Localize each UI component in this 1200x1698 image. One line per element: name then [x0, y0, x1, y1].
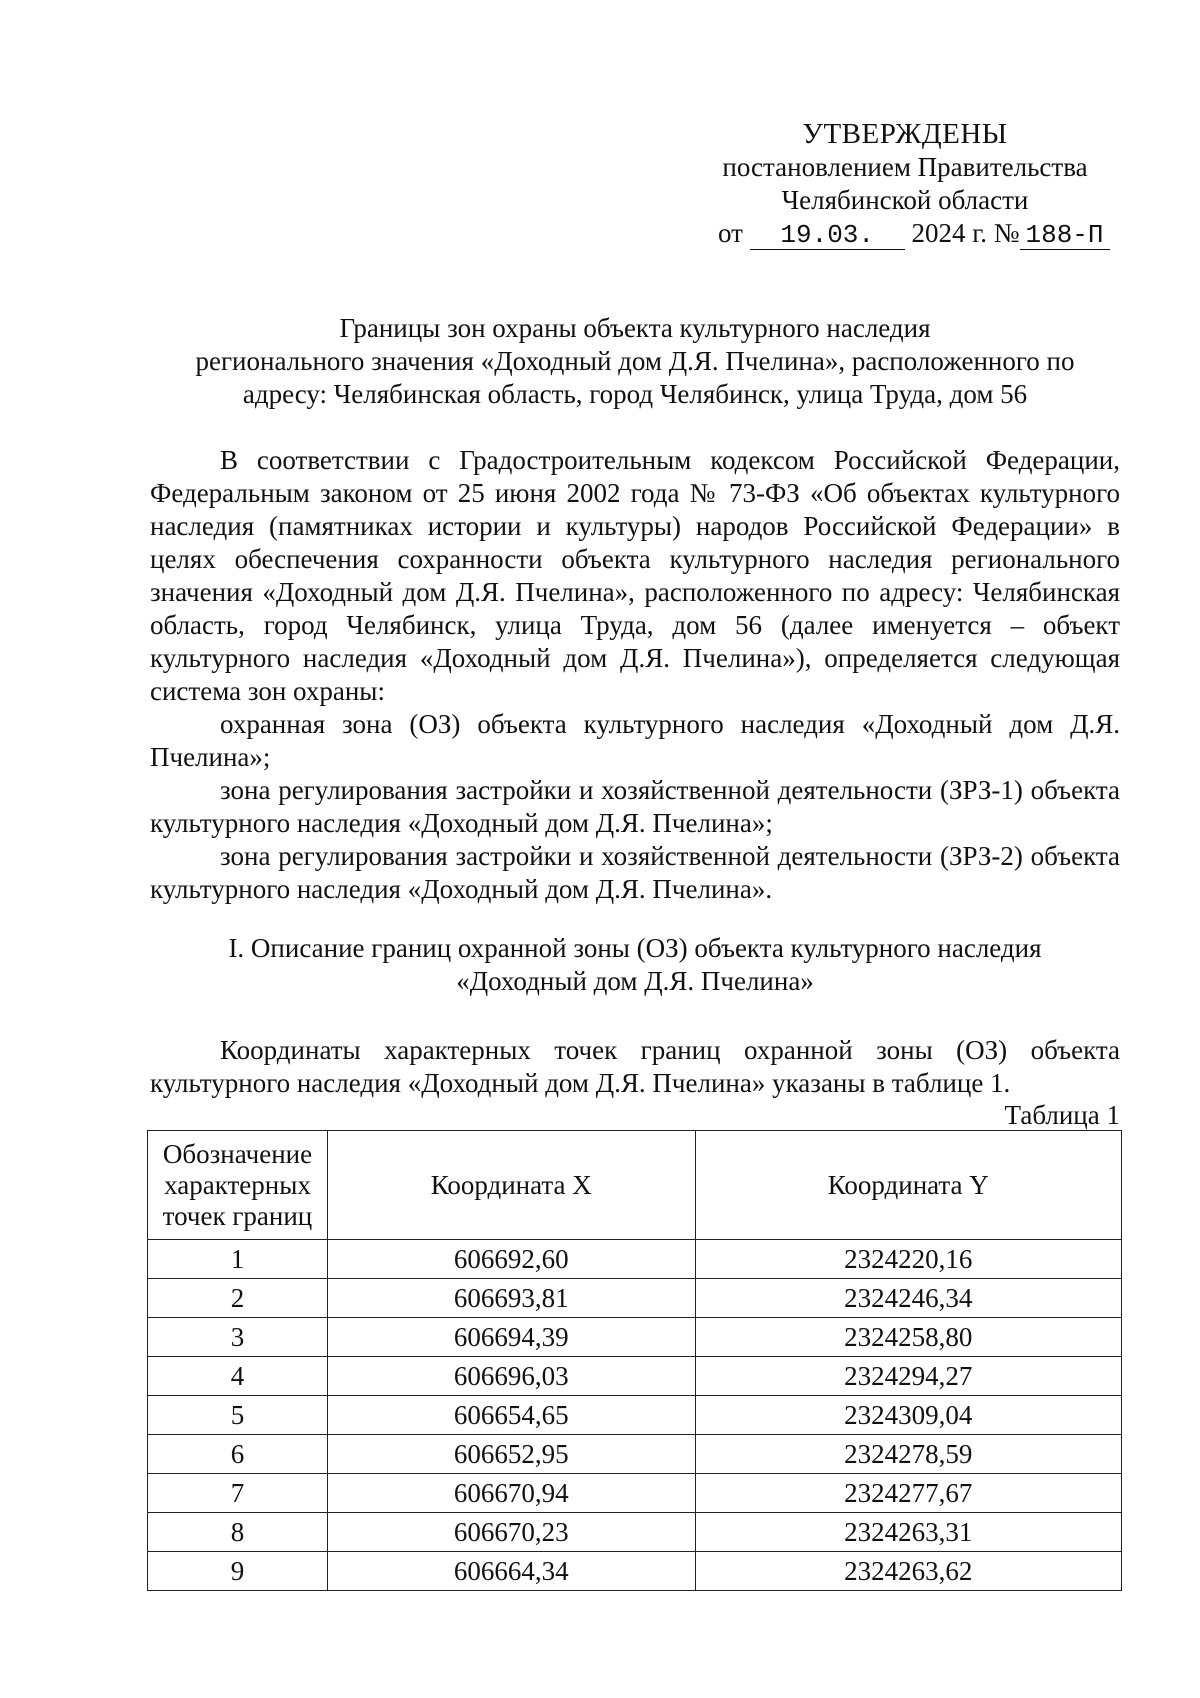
header-point: Обозначение характерных точек границ	[148, 1131, 328, 1240]
coordinates-table	[147, 1130, 1122, 1591]
zone-oz-item: охранная зона (ОЗ) объекта культурного наследия «Доходный дом Д.Я. Пчелина»;	[150, 709, 1120, 772]
table-row	[148, 1435, 1122, 1474]
cell-x: 606694,39	[327, 1318, 695, 1357]
table-header-row	[148, 1131, 1122, 1240]
zone-zrz2-item: зона регулирования застройки и хозяйственной деятельности (ЗРЗ-2) объекта культурного наследия «Доходный дом Д.Я. Пчелина».	[150, 841, 1120, 904]
coordinates-paragraph: Координаты характерных точек границ охранной зоны (ОЗ) объекта культурного наследия «Доходный дом Д.Я. Пчелина» указаны в таблице 1.	[150, 1035, 1120, 1098]
header-y: Координата Y	[695, 1131, 1121, 1240]
date-value: 19.03.	[750, 221, 905, 250]
cell-point: 3	[148, 1318, 328, 1357]
document-body	[150, 444, 1120, 906]
table-row	[148, 1240, 1122, 1279]
intro-paragraph: В соответствии с Градостроительным кодексом Российской Федерации, Федеральным законом от 25 июня 2002 года № 73-ФЗ «Об объектах культурного наследия (памятниках истории и культуры) народов Российской Федерации» в целях обеспечения сохранности объекта культурного наследия регионального значения «Доходный дом Д.Я. Пчелина», расположенного по адресу: Челябинская область, город Челябинск, улица Труда, дом 56 (далее именуется – объект культурного наследия «Доходный дом Д.Я. Пчелина»), определяется следующая система зон охраны:	[150, 445, 1120, 706]
cell-x: 606670,23	[327, 1513, 695, 1552]
table-row	[148, 1474, 1122, 1513]
approval-date-line	[700, 217, 1110, 250]
cell-point: 7	[148, 1474, 328, 1513]
cell-y: 2324263,62	[695, 1552, 1121, 1591]
cell-y: 2324277,67	[695, 1474, 1121, 1513]
cell-x: 606670,94	[327, 1474, 695, 1513]
table-row	[148, 1552, 1122, 1591]
cell-y: 2324246,34	[695, 1279, 1121, 1318]
cell-y: 2324263,31	[695, 1513, 1121, 1552]
cell-x: 606652,95	[327, 1435, 695, 1474]
table-row	[148, 1279, 1122, 1318]
cell-point: 9	[148, 1552, 328, 1591]
cell-point: 8	[148, 1513, 328, 1552]
table-row	[148, 1396, 1122, 1435]
cell-x: 606664,34	[327, 1552, 695, 1591]
title-line-2: регионального значения «Доходный дом Д.Я. Пчелина», расположенного по	[195, 346, 1075, 376]
cell-point: 1	[148, 1240, 328, 1279]
date-prefix: от	[718, 218, 743, 248]
title-line-3: адресу: Челябинская область, город Челябинск, улица Труда, дом 56	[242, 379, 1028, 409]
cell-y: 2324258,80	[695, 1318, 1121, 1357]
header-x: Координата X	[327, 1131, 695, 1240]
document-title	[150, 312, 1120, 411]
approval-stamp	[700, 118, 1110, 250]
cell-x: 606692,60	[327, 1240, 695, 1279]
table-row	[148, 1513, 1122, 1552]
title-line-1: Границы зон охраны объекта культурного наследия	[339, 313, 931, 343]
cell-point: 5	[148, 1396, 328, 1435]
cell-point: 2	[148, 1279, 328, 1318]
decree-number: 188-П	[1020, 221, 1110, 250]
approval-heading: УТВЕРЖДЕНЫ	[802, 118, 1008, 150]
cell-y: 2324294,27	[695, 1357, 1121, 1396]
cell-y: 2324220,16	[695, 1240, 1121, 1279]
cell-point: 6	[148, 1435, 328, 1474]
cell-point: 4	[148, 1357, 328, 1396]
cell-x: 606654,65	[327, 1396, 695, 1435]
approval-line-1: постановлением Правительства	[722, 152, 1088, 182]
cell-x: 606696,03	[327, 1357, 695, 1396]
approval-line-2: Челябинской области	[781, 185, 1029, 215]
section-heading-line-1: I. Описание границ охранной зоны (ОЗ) объекта культурного наследия	[228, 933, 1042, 963]
coordinates-intro	[150, 1034, 1120, 1100]
table-row	[148, 1357, 1122, 1396]
zone-zrz1-item: зона регулирования застройки и хозяйственной деятельности (ЗРЗ-1) объекта культурного наследия «Доходный дом Д.Я. Пчелина»;	[150, 775, 1120, 838]
date-suffix: 2024 г. №	[911, 218, 1020, 248]
section-heading	[150, 932, 1120, 998]
section-heading-line-2: «Доходный дом Д.Я. Пчелина»	[456, 966, 814, 996]
cell-y: 2324309,04	[695, 1396, 1121, 1435]
table-row	[148, 1318, 1122, 1357]
table-caption: Таблица 1	[1004, 1100, 1120, 1130]
cell-x: 606693,81	[327, 1279, 695, 1318]
cell-y: 2324278,59	[695, 1435, 1121, 1474]
